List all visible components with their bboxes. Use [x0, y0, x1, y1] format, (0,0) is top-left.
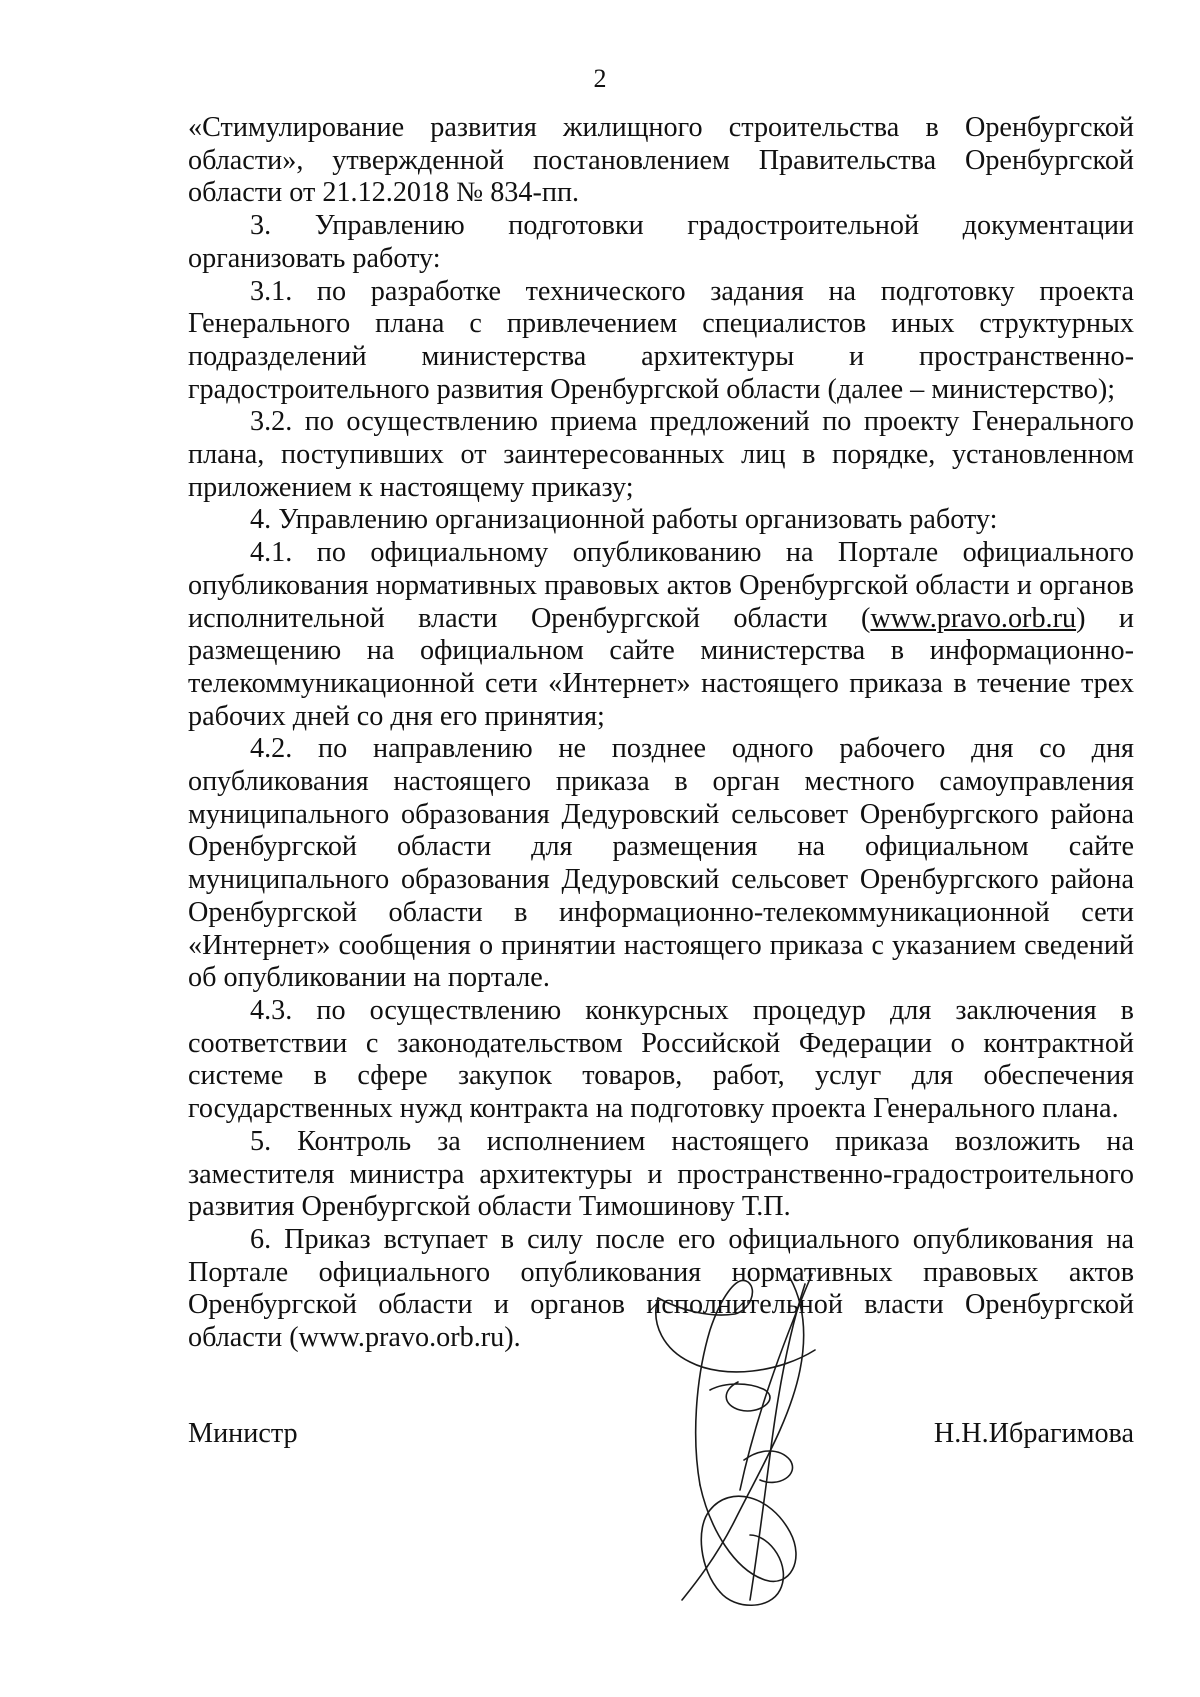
paragraph-item-4-1 — [188, 537, 1134, 733]
document-body — [188, 112, 1134, 1355]
paragraph-item-3-1: 3.1. по разработке технического задания на подготовку проекта Генерального плана с привлечением специалистов иных структурных подразделений министерства архитектуры и пространственно-градостроительного развития Оренбургской области (далее – министерство); — [188, 275, 1134, 405]
paragraph-continuation: «Стимулирование развития жилищного строительства в Оренбургской области», утвержденной постановлением Правительства Оренбургской области от 21.12.2018 № 834-пп. — [188, 112, 1134, 209]
paragraph-item-4-3: 4.3. по осуществлению конкурсных процедур для заключения в соответствии с законодательством Российской Федерации о контрактной системе в сфере закупок товаров, работ, услуг для обеспечения государственных нужд контракта на подготовку проекта Генерального плана. — [188, 994, 1134, 1125]
signer-name: Н.Н.Ибрагимова — [933, 1418, 1134, 1449]
paragraph-text-after-link: ) и размещению на официальном сайте министерства в информационно-телекоммуникационной сети «Интернет» настоящего приказа в течение трех рабочих дней со дня его принятия; — [188, 602, 1134, 732]
page-number: 2 — [593, 64, 607, 93]
paragraph-item-5: 5. Контроль за исполнением настоящего приказа возложить на заместителя министра архитектуры и пространственно-градостроительного развития Оренбургской области Тимошинову Т.П. — [188, 1125, 1134, 1223]
pravo-portal-link[interactable]: www.pravo.orb.ru — [870, 602, 1077, 634]
paragraph-item-3: 3. Управлению подготовки градостроительной документации организовать работу: — [188, 210, 1134, 274]
paragraph-item-6: 6. Приказ вступает в силу после его официального опубликования на Портале официального опубликования нормативных правовых актов Оренбургской области и органов исполнительной власти Оренбургской области (www.pravo.orb.ru). — [188, 1223, 1134, 1354]
paragraph-item-3-2: 3.2. по осуществлению приема предложений по проекту Генерального плана, поступивших от заинтересованных лиц в порядке, установленном приложением к настоящему приказу; — [188, 406, 1134, 503]
paragraph-item-4-2: 4.2. по направлению не позднее одного рабочего дня со дня опубликования настоящего приказа в орган местного самоуправления муниципального образования Дедуровский сельсовет Оренбургского района Оренбургской области для размещения на официальном сайте муниципального образования Дедуровский сельсовет Оренбургского района Оренбургской области в информационно-телекоммуникационной сети «Интернет» сообщения о принятии настоящего приказа с указанием сведений об опубликовании на портале. — [188, 733, 1134, 994]
paragraph-text-before-link: 4.1. по официальному опубликованию на Портале официального опубликования нормативных правовых актов Оренбургской области и органов исполнительной власти Оренбургской области ( — [188, 537, 1134, 634]
handwritten-signature — [640, 1270, 900, 1620]
signer-title: Министр — [188, 1418, 298, 1449]
paragraph-item-4: 4. Управлению организационной работы организовать работу: — [250, 504, 998, 536]
